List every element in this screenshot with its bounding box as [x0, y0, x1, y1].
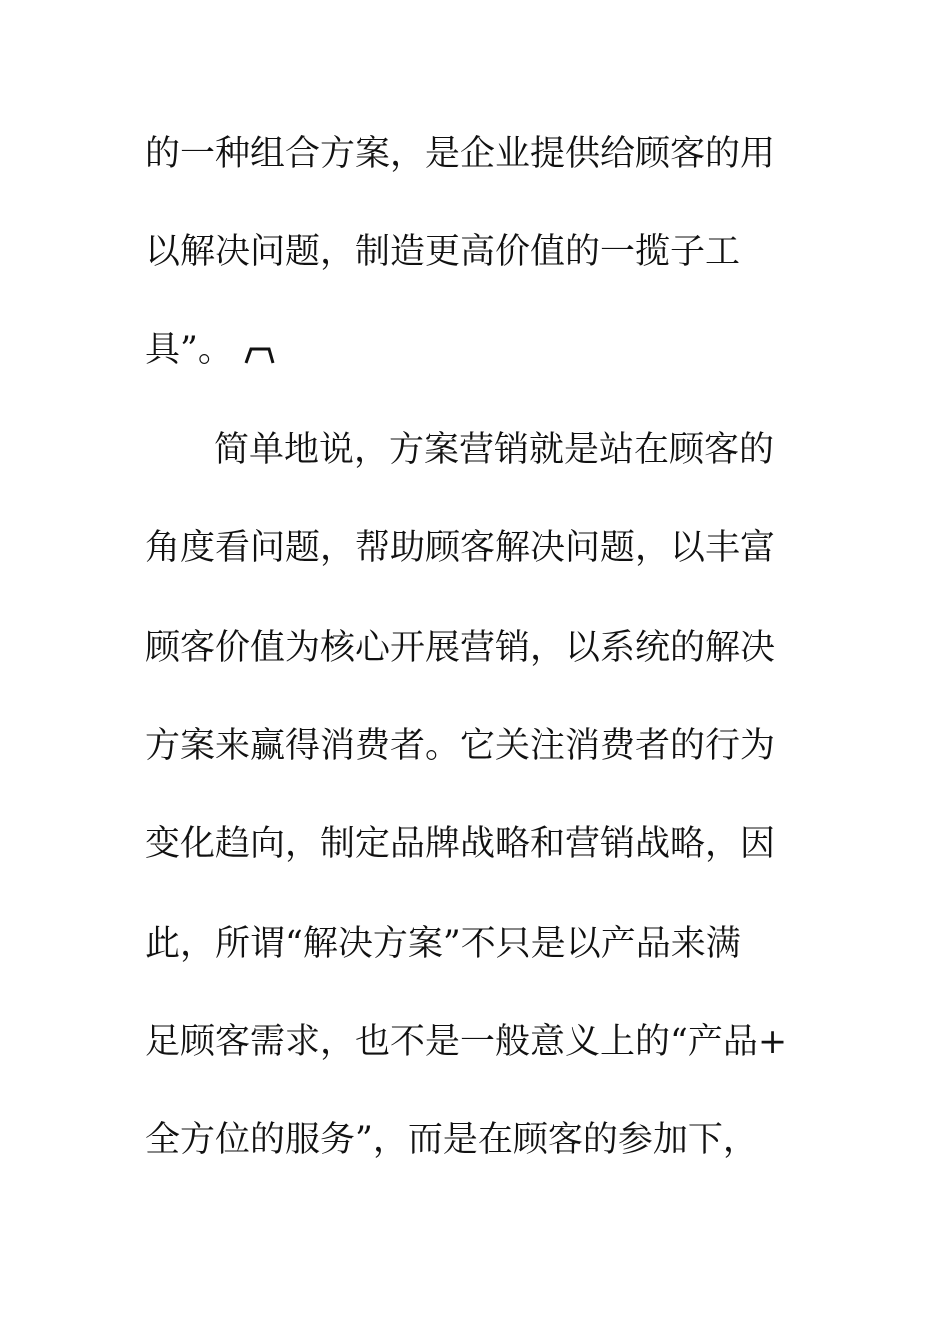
text-line-4: 简单地说，方案营销就是站在顾客的	[214, 430, 775, 470]
text-line-1: 的一种组合方案，是企业提供给顾客的用	[145, 134, 776, 174]
bracket-mark-icon	[243, 337, 275, 365]
text-line-9: 此，所谓“解决方案”不只是以产品来满	[145, 924, 741, 964]
text-line-2: 以解决问题，制造更高价值的一揽子工	[145, 232, 741, 272]
text-line-6: 顾客价值为核心开展营销，以系统的解决	[145, 628, 776, 668]
text-line-3	[145, 328, 845, 372]
text-line-5: 角度看问题，帮助顾客解决问题，以丰富	[145, 528, 776, 568]
text-line-8: 变化趋向，制定品牌战略和营销战略，因	[145, 824, 776, 864]
text-line-3-text: 具”。	[145, 330, 233, 370]
text-line-11: 全方位的服务”，而是在顾客的参加下，	[145, 1120, 758, 1160]
text-line-10: 足顾客需求，也不是一般意义上的“产品+	[145, 1022, 788, 1062]
text-line-7: 方案来赢得消费者。它关注消费者的行为	[145, 726, 776, 766]
